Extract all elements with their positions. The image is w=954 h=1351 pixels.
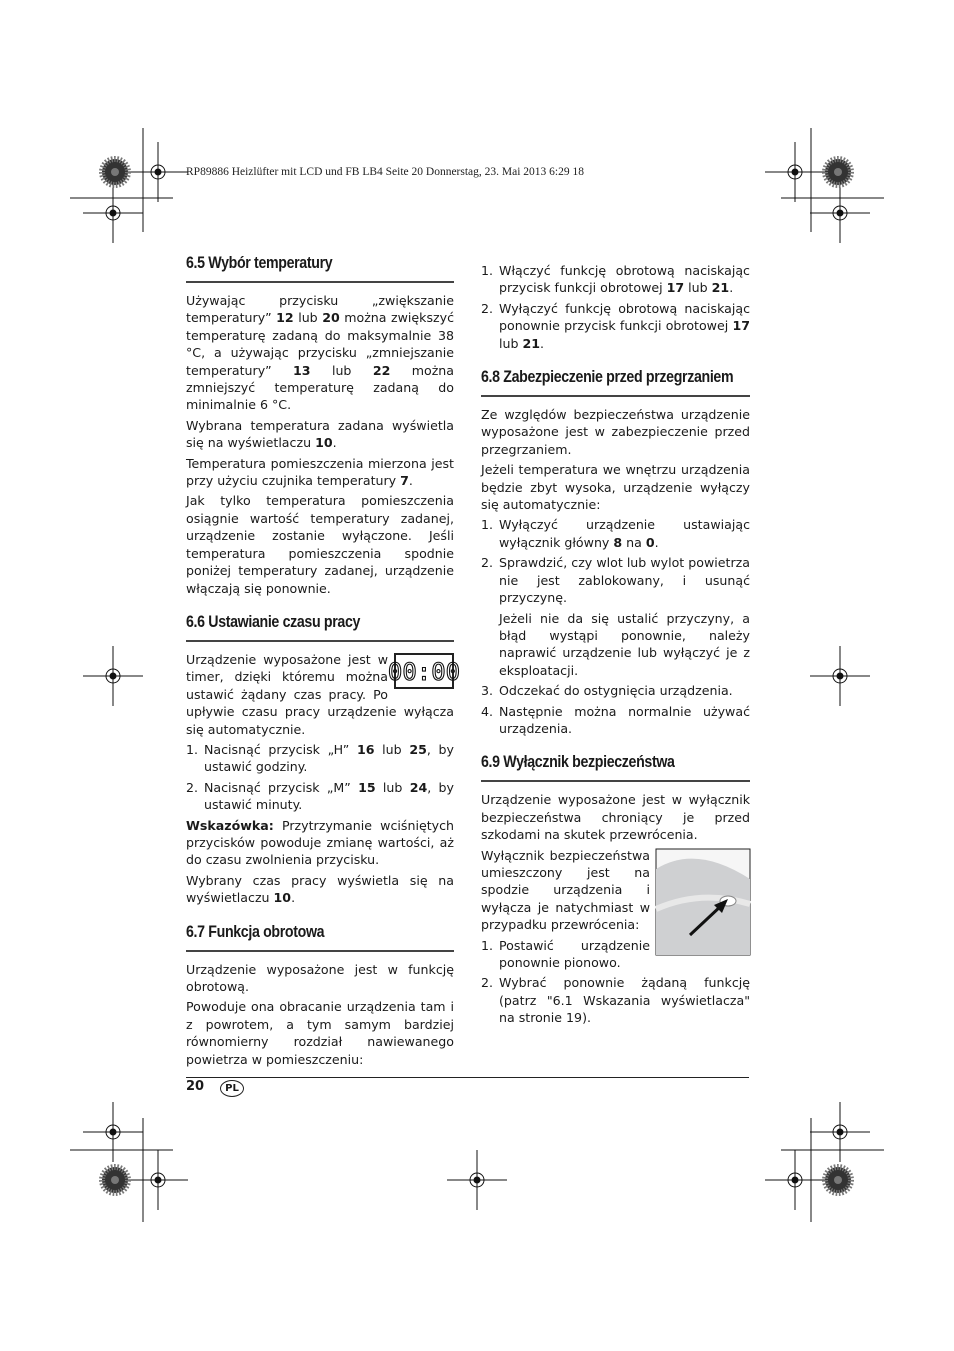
paragraph: Temperatura pomieszczenia mierzona jest przy użyciu czujnika temperatury 7. — [186, 455, 454, 489]
paragraph: Powoduje ona obracanie urządzenia tam i z powrotem, a tym samym bardziej równomierny rozdział nawiewanego powietrza w pomieszczeniu: — [186, 999, 454, 1067]
list-item: 2. Wyłączyć funkcję obrotową naciskając ponownie przycisk funkcji obrotowej 17 lub 21. — [481, 300, 750, 351]
list-item: 1. Wyłączyć urządzenie ustawiając wyłącznik główny 8 na 0. — [481, 517, 750, 550]
list-item: 4. Następnie można normalnie używać urządzenia. — [481, 703, 750, 736]
lcd-digits-icon — [387, 657, 461, 686]
paragraph: Ze względów bezpieczeństwa urządzenie wyposażone jest w zabezpieczenie przed przegrzaniem. — [481, 407, 750, 457]
list-item: 1. Nacisnąć przycisk „H” 16 lub 25, by ustawić godziny. — [186, 741, 454, 775]
section-6-8 — [481, 368, 750, 737]
steps-list — [186, 741, 454, 814]
section-6-6 — [186, 612, 461, 907]
paragraph: Urządzenie wyposażone jest w wyłącznik bezpieczeństwa chroniący je przed szkodami na skutek przewrócenia. — [481, 792, 750, 843]
paragraph: Wybrany czas pracy wyświetla się na wyświetlaczu 10. — [186, 872, 454, 906]
left-column — [186, 254, 461, 1084]
paragraph: Jak tylko temperatura pomieszczenia osiągnie wartość temperatury zadanej, urządzenie zostanie wyłączone. Jeśli temperatura pomieszczenia spodnie poniżej temperatury zadanej, urządzenie włączają się ponownie. — [186, 493, 454, 596]
title-rule — [481, 780, 750, 782]
list-item: 2. Wybrać ponownie żądaną funkcję (patrz "6.1 Wskazania wyświetlacza" na stronie 19). — [481, 975, 750, 1026]
section-title: 6.8 Zabezpieczenie przed przegrzaniem — [481, 368, 734, 387]
steps-list — [481, 516, 750, 737]
section-title: 6.9 Wyłącznik bezpieczeństwa — [481, 753, 675, 772]
section-title: 6.6 Ustawianie czasu pracy — [186, 612, 361, 631]
section-6-7-steps — [481, 262, 750, 352]
right-column — [481, 262, 750, 1043]
language-badge: PL — [220, 1080, 244, 1097]
paragraph: Używając przycisku „zwiększanie temperatury” 12 lub 20 można zwiększyć temperaturę zadaną do maksymalnie 38 °C, a używając przycisku „zmniejszanie temperatury” 13 lub 22 można zmniejszyć temperaturę zadaną do minimalnie 6 °C. — [186, 293, 455, 413]
paragraph: Urządzenie wyposażone jest w funkcję obrotową. — [186, 961, 454, 994]
title-rule — [186, 640, 454, 642]
title-rule — [481, 395, 750, 397]
title-rule — [186, 281, 454, 283]
paragraph: Urządzenie wyposażone jest w timer, dzięki któremu można ustawić żądany czas pracy. Po upływie czasu pracy urządzenie wyłącza się automatycznie. — [186, 651, 454, 737]
steps-list — [481, 262, 750, 352]
title-rule — [186, 950, 454, 952]
svg-text:00:00: 00:00 — [387, 657, 461, 686]
paragraph: Wybrana temperatura zadana wyświetla się na wyświetlaczu 10. — [186, 417, 454, 451]
paragraph: Wyłącznik bezpieczeństwa umieszczony jest na spodzie urządzenia i wyłącza je natychmiast w przypadku przewrócenia: — [481, 847, 650, 933]
section-title: 6.5 Wybór temperatury — [186, 254, 333, 272]
footer-rule — [186, 1077, 749, 1078]
list-item: 2. Nacisnąć przycisk „M” 15 lub 24, by ustawić minuty. — [186, 779, 455, 813]
timer-display-illustration — [387, 653, 461, 689]
list-item: 3. Odczekać do ostygnięcia urządzenia. — [481, 683, 733, 699]
sub-paragraph: Jeżeli nie da się ustalić przyczyny, a błąd wystąpi ponownie, należy naprawić urządzenie lub wyłączyć je z eksploatacji. — [499, 610, 750, 678]
section-6-5 — [186, 254, 454, 597]
print-slug: RP89886 Heizlüfter mit LCD und FB LB4 Seite 20 Donnerstag, 23. Mai 2013 6:29 18 — [186, 166, 585, 178]
note-paragraph: Wskazówka: Przytrzymanie wciśniętych przycisków powoduje zmianę wartości, aż do czasu zwolnienia przycisku. — [186, 817, 454, 868]
list-item: 2. Sprawdzić, czy wlot lub wylot powietrza nie jest zablokowany, i usunąć przyczynę. Jeżeli nie da się ustalić przyczyny, a błąd wystąpi ponownie, należy naprawić urządzenie lub wyłączyć je z eksploatacji. — [481, 555, 750, 678]
paragraph: Jeżeli temperatura we wnętrzu urządzenia będzie zbyt wysoka, urządzenie wyłączy się automatycznie: — [481, 462, 750, 513]
section-6-7 — [186, 923, 454, 1068]
list-item: 1. Postawić urządzenie ponownie pionowo. — [481, 937, 650, 970]
list-item: 1. Włączyć funkcję obrotową naciskając przycisk funkcji obrotowej 17 lub 21. — [481, 263, 750, 296]
page-number: 20 — [186, 1079, 205, 1094]
section-title: 6.7 Funkcja obrotowa — [186, 922, 325, 941]
steps-list — [481, 937, 750, 1027]
section-6-9 — [481, 753, 750, 1026]
